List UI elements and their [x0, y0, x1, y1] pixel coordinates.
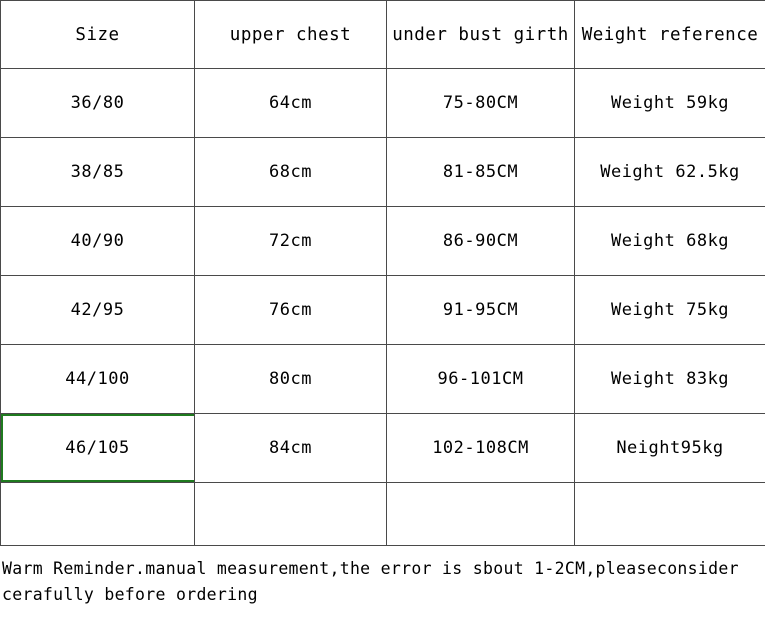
- cell-size: 36/80: [1, 69, 195, 138]
- cell-size: 44/100: [1, 345, 195, 414]
- cell-under-bust-girth: 75-80CM: [387, 69, 575, 138]
- table-row: [1, 345, 765, 414]
- cell-size: [1, 483, 195, 546]
- cell-under-bust-girth: 91-95CM: [387, 276, 575, 345]
- cell-size: 42/95: [1, 276, 195, 345]
- table-row: [1, 207, 765, 276]
- cell-under-bust-girth: 96-101CM: [387, 345, 575, 414]
- cell-weight-reference: Weight 83kg: [575, 345, 765, 414]
- cell-weight-reference: Weight 75kg: [575, 276, 765, 345]
- cell-size: 40/90: [1, 207, 195, 276]
- cell-weight-reference: Weight 62.5kg: [575, 138, 765, 207]
- cell-upper-chest: 76cm: [195, 276, 387, 345]
- column-header-size: Size: [1, 1, 195, 69]
- table-row: [1, 69, 765, 138]
- table-row-empty: [1, 483, 765, 546]
- cell-upper-chest: 84cm: [195, 414, 387, 483]
- cell-size: 38/85: [1, 138, 195, 207]
- table-row-selected: [1, 414, 765, 483]
- cell-under-bust-girth: 81-85CM: [387, 138, 575, 207]
- cell-upper-chest: 68cm: [195, 138, 387, 207]
- table-row: [1, 276, 765, 345]
- column-header-under-bust-girth: under bust girth: [387, 1, 575, 69]
- cell-upper-chest: 72cm: [195, 207, 387, 276]
- table-header-row: [1, 1, 765, 69]
- cell-weight-reference: Weight 68kg: [575, 207, 765, 276]
- table-row: [1, 138, 765, 207]
- column-header-upper-chest: upper chest: [195, 1, 387, 69]
- cell-upper-chest: [195, 483, 387, 546]
- cell-weight-reference: Neight95kg: [575, 414, 765, 483]
- cell-weight-reference: Weight 59kg: [575, 69, 765, 138]
- column-header-weight-reference: Weight reference: [575, 1, 765, 69]
- cell-upper-chest: 64cm: [195, 69, 387, 138]
- warm-reminder-note: Warm Reminder.manual measurement,the error is sbout 1-2CM,pleaseconsider cerafully before ordering: [2, 559, 750, 604]
- cell-under-bust-girth: [387, 483, 575, 546]
- cell-size-highlighted: 46/105: [1, 414, 195, 483]
- cell-upper-chest: 80cm: [195, 345, 387, 414]
- cell-under-bust-girth: 102-108CM: [387, 414, 575, 483]
- cell-under-bust-girth: 86-90CM: [387, 207, 575, 276]
- cell-weight-reference: [575, 483, 765, 546]
